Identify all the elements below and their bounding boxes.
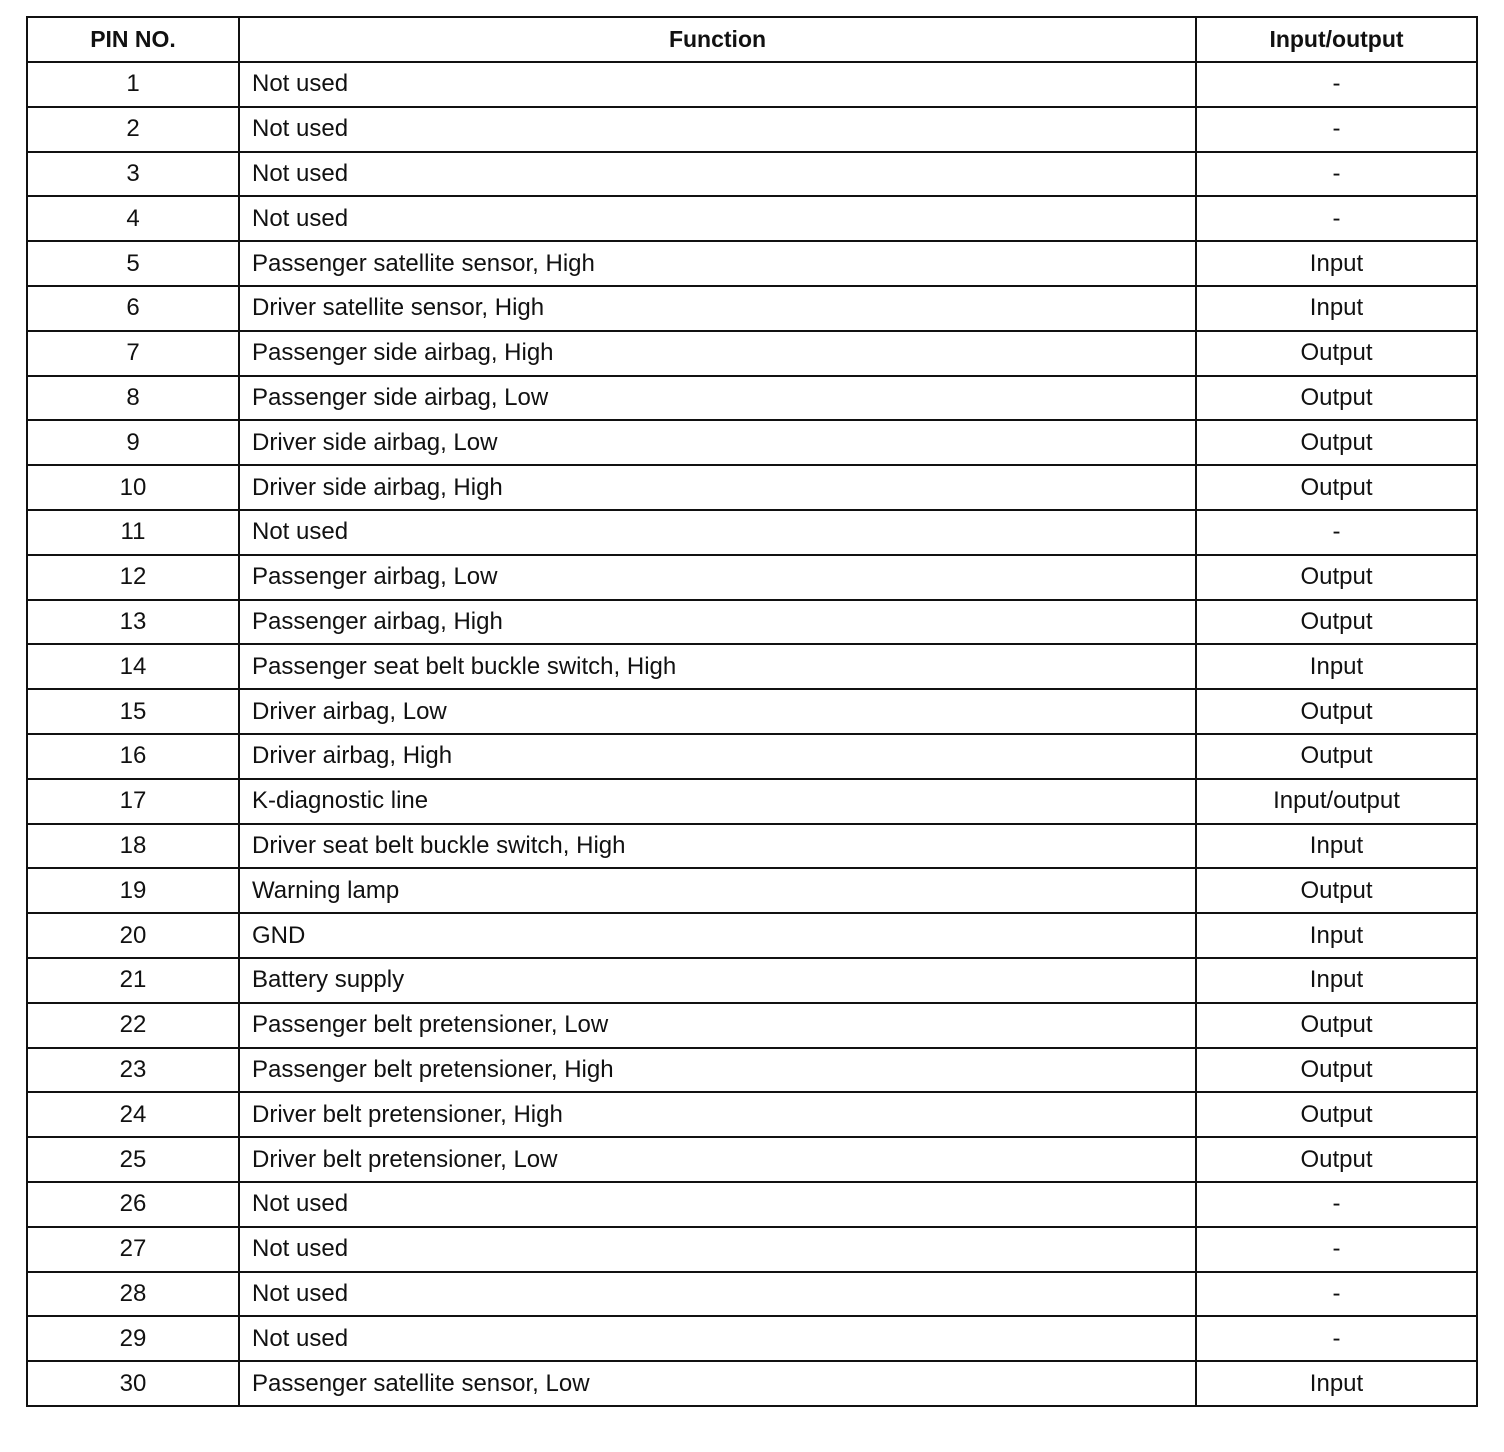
pin-number-cell: 14: [27, 644, 239, 689]
input-output-cell: -: [1196, 1182, 1477, 1227]
pin-number-cell: 20: [27, 913, 239, 958]
table-row: [27, 196, 1477, 241]
function-cell: Driver airbag, Low: [239, 689, 1196, 734]
table-row: [27, 1227, 1477, 1272]
header-input-output: Input/output: [1196, 17, 1477, 62]
input-output-cell: Output: [1196, 420, 1477, 465]
pin-number-cell: 22: [27, 1003, 239, 1048]
pin-number-cell: 26: [27, 1182, 239, 1227]
pin-number-cell: 28: [27, 1272, 239, 1317]
pin-number-cell: 29: [27, 1316, 239, 1361]
input-output-cell: Input/output: [1196, 779, 1477, 824]
function-cell: Not used: [239, 196, 1196, 241]
table-row: [27, 510, 1477, 555]
function-cell: Battery supply: [239, 958, 1196, 1003]
table-row: [27, 1092, 1477, 1137]
pin-number-cell: 5: [27, 241, 239, 286]
function-cell: Passenger satellite sensor, Low: [239, 1361, 1196, 1406]
function-cell: Driver belt pretensioner, High: [239, 1092, 1196, 1137]
input-output-cell: -: [1196, 62, 1477, 107]
table-row: [27, 241, 1477, 286]
pin-number-cell: 11: [27, 510, 239, 555]
function-cell: Driver belt pretensioner, Low: [239, 1137, 1196, 1182]
table-row: [27, 868, 1477, 913]
input-output-cell: -: [1196, 196, 1477, 241]
table-row: [27, 1182, 1477, 1227]
pin-number-cell: 19: [27, 868, 239, 913]
input-output-cell: Input: [1196, 958, 1477, 1003]
input-output-cell: Output: [1196, 689, 1477, 734]
function-cell: Passenger side airbag, Low: [239, 376, 1196, 421]
input-output-cell: Output: [1196, 376, 1477, 421]
table-row: [27, 152, 1477, 197]
table-row: [27, 420, 1477, 465]
input-output-cell: Output: [1196, 868, 1477, 913]
pin-number-cell: 23: [27, 1048, 239, 1093]
table-row: [27, 376, 1477, 421]
input-output-cell: Input: [1196, 241, 1477, 286]
header-pin-no: PIN NO.: [27, 17, 239, 62]
function-cell: Driver airbag, High: [239, 734, 1196, 779]
input-output-cell: Output: [1196, 1092, 1477, 1137]
table-row: [27, 286, 1477, 331]
input-output-cell: Output: [1196, 465, 1477, 510]
pin-number-cell: 27: [27, 1227, 239, 1272]
pin-number-cell: 25: [27, 1137, 239, 1182]
function-cell: Driver seat belt buckle switch, High: [239, 824, 1196, 869]
pin-number-cell: 21: [27, 958, 239, 1003]
function-cell: Passenger belt pretensioner, High: [239, 1048, 1196, 1093]
function-cell: Warning lamp: [239, 868, 1196, 913]
input-output-cell: -: [1196, 510, 1477, 555]
input-output-cell: Input: [1196, 644, 1477, 689]
input-output-cell: Output: [1196, 1003, 1477, 1048]
function-cell: Not used: [239, 62, 1196, 107]
table-row: [27, 1003, 1477, 1048]
table-row: [27, 331, 1477, 376]
function-cell: Driver side airbag, High: [239, 465, 1196, 510]
function-cell: Driver satellite sensor, High: [239, 286, 1196, 331]
pin-number-cell: 17: [27, 779, 239, 824]
input-output-cell: Output: [1196, 1137, 1477, 1182]
table-row: [27, 779, 1477, 824]
pin-number-cell: 10: [27, 465, 239, 510]
table-row: [27, 107, 1477, 152]
table-row: [27, 1316, 1477, 1361]
table-row: [27, 958, 1477, 1003]
table-row: [27, 1361, 1477, 1406]
function-cell: Not used: [239, 1182, 1196, 1227]
pin-number-cell: 6: [27, 286, 239, 331]
table-row: [27, 644, 1477, 689]
pin-number-cell: 2: [27, 107, 239, 152]
input-output-cell: Output: [1196, 600, 1477, 645]
input-output-cell: Output: [1196, 1048, 1477, 1093]
function-cell: Not used: [239, 510, 1196, 555]
function-cell: Not used: [239, 1227, 1196, 1272]
table-row: [27, 734, 1477, 779]
pin-number-cell: 15: [27, 689, 239, 734]
input-output-cell: Input: [1196, 286, 1477, 331]
input-output-cell: -: [1196, 1316, 1477, 1361]
table-row: [27, 1137, 1477, 1182]
function-cell: Passenger airbag, High: [239, 600, 1196, 645]
pin-number-cell: 3: [27, 152, 239, 197]
input-output-cell: -: [1196, 1227, 1477, 1272]
table-row: [27, 1048, 1477, 1093]
input-output-cell: Output: [1196, 555, 1477, 600]
table-body: [27, 62, 1477, 1406]
pin-number-cell: 24: [27, 1092, 239, 1137]
function-cell: Not used: [239, 152, 1196, 197]
pin-number-cell: 1: [27, 62, 239, 107]
pin-number-cell: 4: [27, 196, 239, 241]
pin-number-cell: 9: [27, 420, 239, 465]
function-cell: Not used: [239, 107, 1196, 152]
pin-number-cell: 16: [27, 734, 239, 779]
pin-number-cell: 7: [27, 331, 239, 376]
input-output-cell: Input: [1196, 1361, 1477, 1406]
pin-number-cell: 30: [27, 1361, 239, 1406]
input-output-cell: Input: [1196, 824, 1477, 869]
table-row: [27, 1272, 1477, 1317]
pin-number-cell: 13: [27, 600, 239, 645]
pin-number-cell: 12: [27, 555, 239, 600]
function-cell: Passenger satellite sensor, High: [239, 241, 1196, 286]
table-row: [27, 824, 1477, 869]
function-cell: Not used: [239, 1316, 1196, 1361]
table-row: [27, 555, 1477, 600]
function-cell: Not used: [239, 1272, 1196, 1317]
function-cell: GND: [239, 913, 1196, 958]
function-cell: Passenger belt pretensioner, Low: [239, 1003, 1196, 1048]
input-output-cell: Output: [1196, 331, 1477, 376]
table-row: [27, 465, 1477, 510]
input-output-cell: Input: [1196, 913, 1477, 958]
input-output-cell: -: [1196, 107, 1477, 152]
function-cell: Passenger side airbag, High: [239, 331, 1196, 376]
header-function: Function: [239, 17, 1196, 62]
function-cell: K-diagnostic line: [239, 779, 1196, 824]
pin-number-cell: 8: [27, 376, 239, 421]
input-output-cell: Output: [1196, 734, 1477, 779]
header-row: [27, 17, 1477, 62]
function-cell: Passenger seat belt buckle switch, High: [239, 644, 1196, 689]
pin-function-table: [26, 16, 1478, 1407]
input-output-cell: -: [1196, 1272, 1477, 1317]
pin-number-cell: 18: [27, 824, 239, 869]
table-row: [27, 62, 1477, 107]
table-row: [27, 689, 1477, 734]
table-row: [27, 913, 1477, 958]
function-cell: Driver side airbag, Low: [239, 420, 1196, 465]
function-cell: Passenger airbag, Low: [239, 555, 1196, 600]
table-row: [27, 600, 1477, 645]
input-output-cell: -: [1196, 152, 1477, 197]
